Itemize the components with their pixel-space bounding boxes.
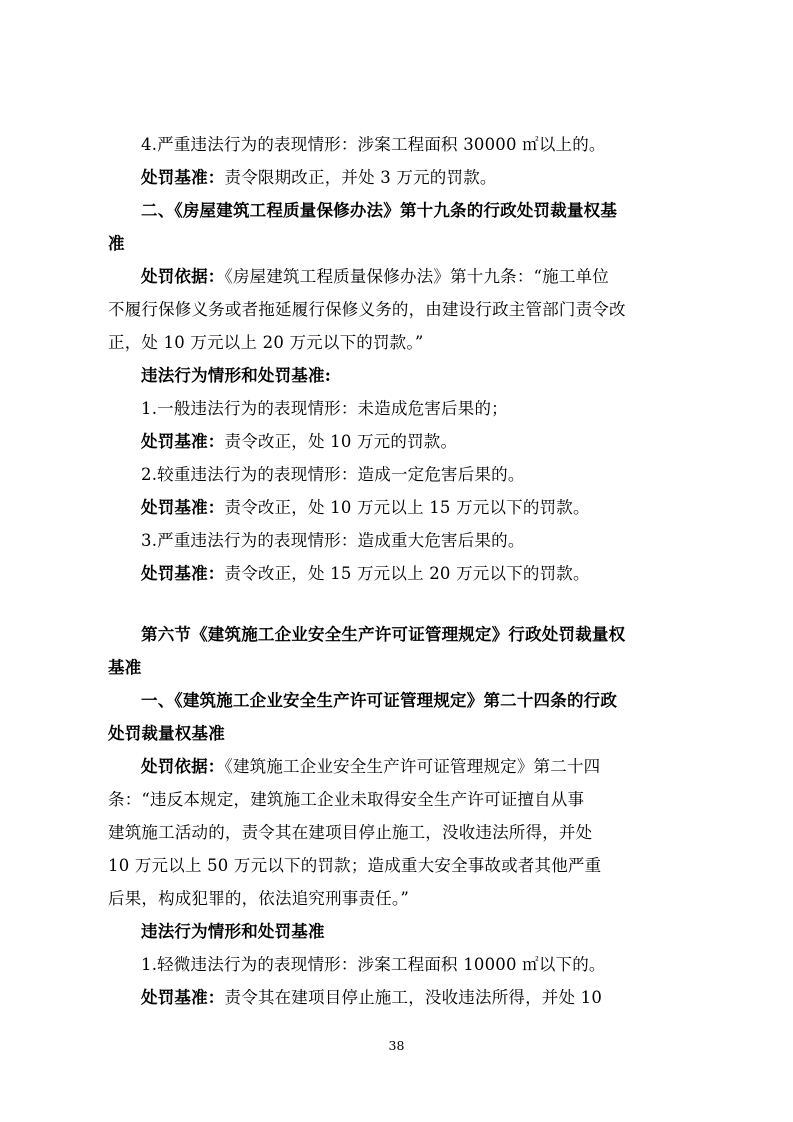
heading-continuation: 准 xyxy=(108,234,125,253)
paragraph-text: 责令改正，处 15 万元以上 20 万元以下的罚款。 xyxy=(224,564,590,583)
paragraph: 2.较重违法行为的表现情形：造成一定危害后果的。 xyxy=(141,465,525,484)
paragraph: 后果，构成犯罪的，依法追究刑事责任。” xyxy=(108,889,409,908)
paragraph xyxy=(108,750,688,783)
subheading: 违法行为情形和处罚基准: xyxy=(141,366,331,385)
section-heading: 第六节《建筑施工企业安全生产许可证管理规定》行政处罚裁量权 xyxy=(141,625,626,644)
paragraph: 条：“违反本规定，建筑施工企业未取得安全生产许可证擅自从事 xyxy=(108,790,585,809)
paragraph-lead: 处罚依据： xyxy=(141,267,225,286)
paragraph-lead: 处罚基准： xyxy=(141,168,225,187)
document-body xyxy=(108,128,688,1014)
paragraph: 正，处 10 万元以上 20 万元以下的罚款。” xyxy=(108,333,424,352)
paragraph-lead: 处罚基准： xyxy=(141,498,225,517)
paragraph-text: 《建筑施工企业安全生产许可证管理规定》第二十四 xyxy=(224,757,601,776)
paragraph xyxy=(108,260,688,293)
paragraph: 不履行保修义务或者拖延履行保修义务的，由建设行政主管部门责令改 xyxy=(108,300,626,319)
paragraph-text: 责令改正，处 10 万元的罚款。 xyxy=(224,432,458,451)
paragraph-lead: 处罚基准： xyxy=(141,564,225,583)
paragraph: 1.一般违法行为的表现情形：未造成危害后果的； xyxy=(141,399,508,418)
paragraph xyxy=(108,425,688,458)
paragraph-text: 《房屋建筑工程质量保修办法》第十九条：“施工单位 xyxy=(224,267,609,286)
paragraph-lead: 处罚基准： xyxy=(141,988,225,1007)
paragraph-lead: 处罚基准： xyxy=(141,432,225,451)
paragraph xyxy=(108,981,688,1014)
section-heading-continuation: 基准 xyxy=(108,658,142,677)
heading: 一、《建筑施工企业安全生产许可证管理规定》第二十四条的行政 xyxy=(141,691,618,710)
paragraph: 建筑施工活动的，责令其在建项目停止施工，没收违法所得，并处 xyxy=(108,823,593,842)
heading-continuation: 处罚裁量权基准 xyxy=(108,724,225,743)
page-number: 38 xyxy=(388,1038,405,1053)
paragraph xyxy=(108,491,688,524)
paragraph: 1.轻微违法行为的表现情形：涉案工程面积 10000 ㎡以下的。 xyxy=(141,955,606,974)
heading: 二、《房屋建筑工程质量保修办法》第十九条的行政处罚裁量权基 xyxy=(141,201,618,220)
paragraph: 10 万元以上 50 万元以下的罚款；造成重大安全事故或者其他严重 xyxy=(108,856,602,875)
paragraph-text: 责令改正，处 10 万元以上 15 万元以下的罚款。 xyxy=(224,498,590,517)
paragraph xyxy=(108,557,688,590)
subheading: 违法行为情形和处罚基准 xyxy=(141,922,325,941)
paragraph: 3.严重违法行为的表现情形：造成重大危害后果的。 xyxy=(141,531,525,550)
paragraph xyxy=(108,161,688,194)
paragraph-lead: 处罚依据： xyxy=(141,757,225,776)
paragraph: 4.严重违法行为的表现情形：涉案工程面积 30000 ㎡以上的。 xyxy=(141,135,606,154)
paragraph-text: 责令限期改正，并处 3 万元的罚款。 xyxy=(224,168,497,187)
section-gap xyxy=(108,590,688,618)
paragraph-text: 责令其在建项目停止施工，没收违法所得，并处 10 xyxy=(224,988,603,1007)
